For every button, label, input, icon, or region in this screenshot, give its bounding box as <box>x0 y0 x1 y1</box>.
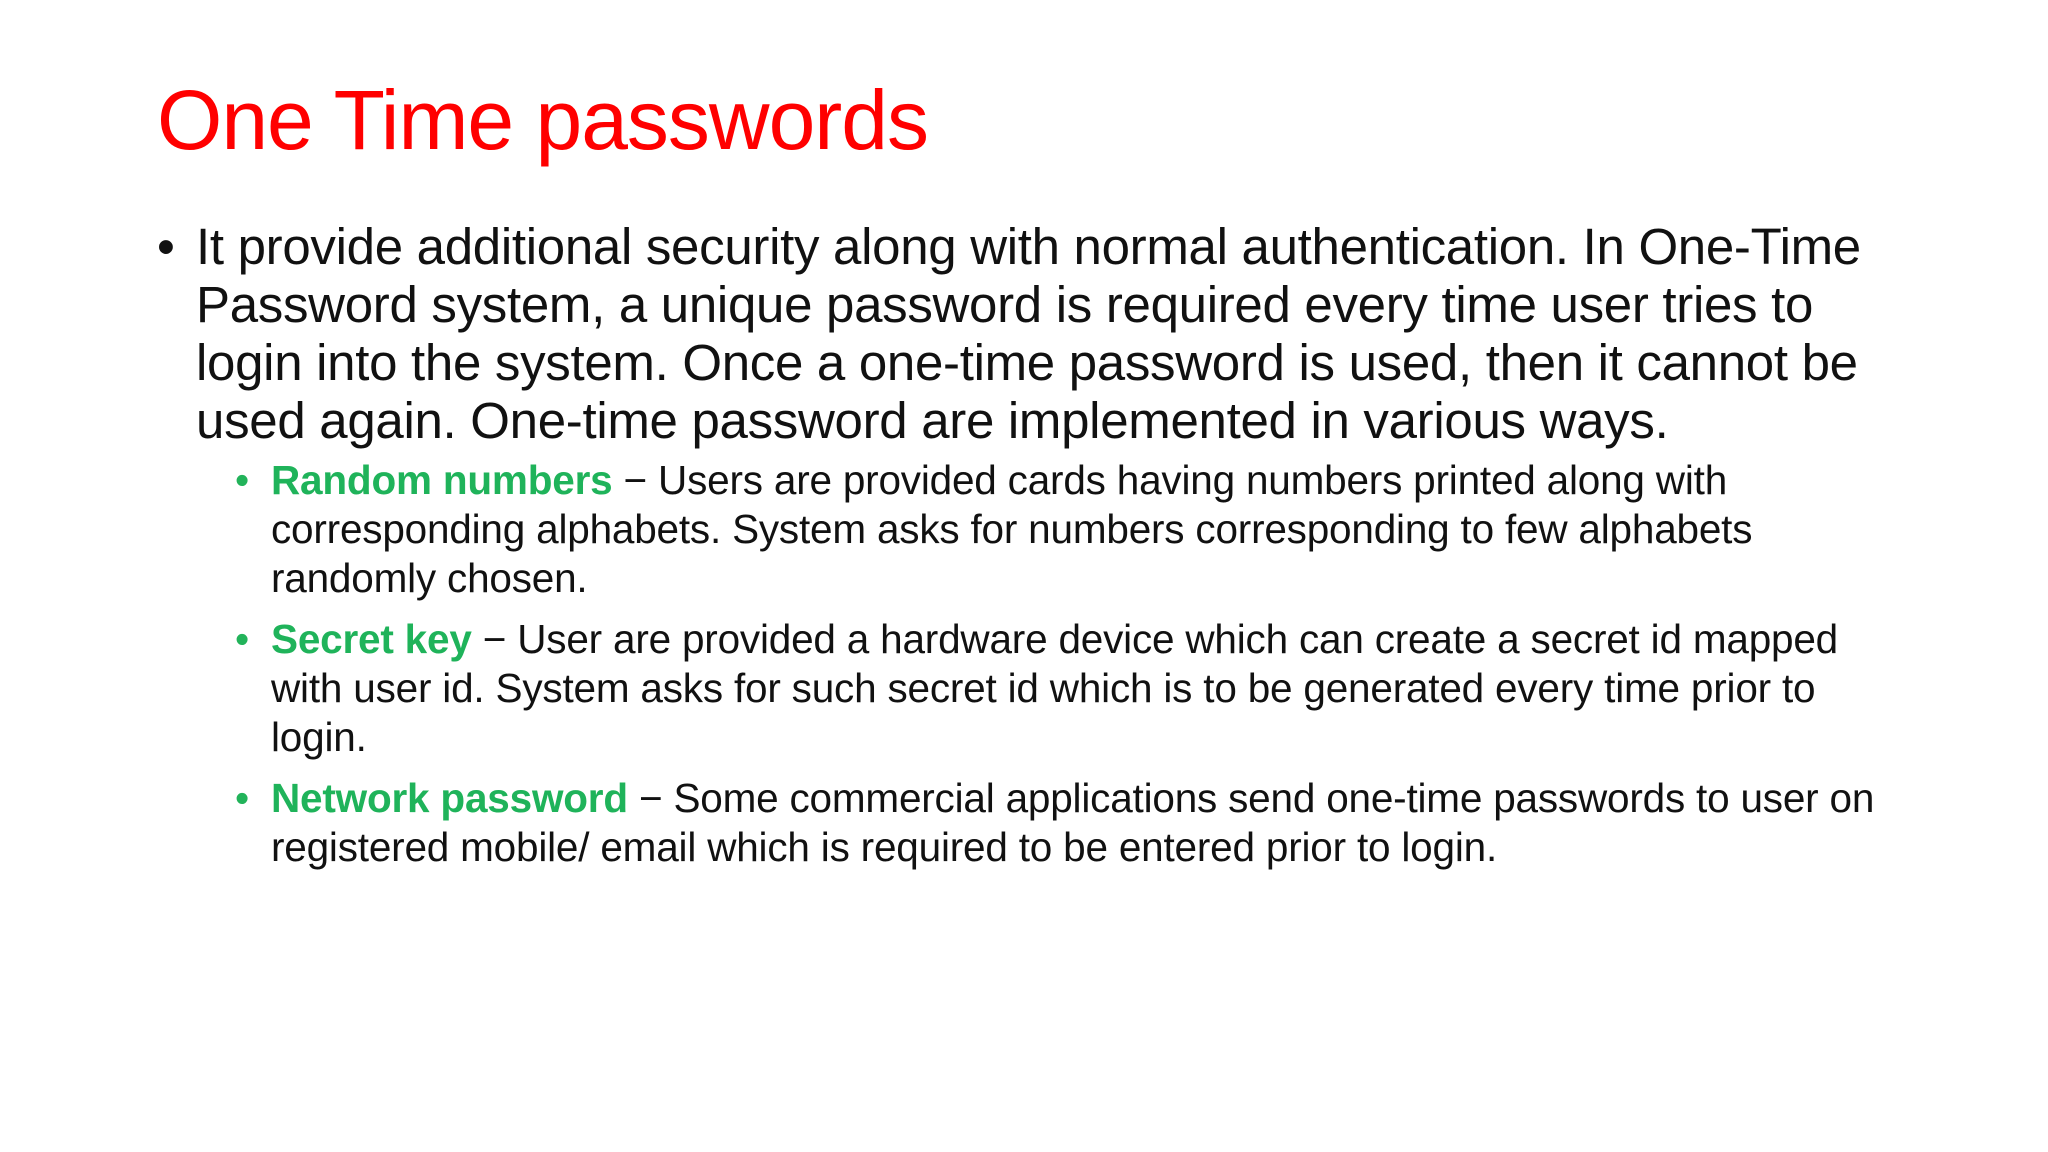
method-item-network-password <box>235 774 1907 872</box>
intro-text: It provide additional security along with normal authentication. In One-Time Password system, a unique password is required every time user tries to login into the system. Once a one-time password is used, then it cannot be used again. One-time password are implemented in various ways. <box>196 218 1861 449</box>
bullet-dot: • <box>235 457 249 503</box>
bullet-dot: • <box>157 218 175 275</box>
method-description: − Users are provided cards having numbers printed along with corresponding alphabets. System asks for numbers corresponding to few alphabets randomly chosen. <box>271 457 1753 601</box>
method-list <box>157 456 1907 872</box>
intro-bullet <box>157 218 1907 450</box>
slide-title: One Time passwords <box>157 73 928 167</box>
bullet-dot: • <box>235 616 249 662</box>
method-term: Network password <box>271 775 628 821</box>
method-description: − User are provided a hardware device which can create a secret id mapped with user id. System asks for such secret id which is to be generated every time prior to login. <box>271 616 1838 760</box>
method-item-secret-key <box>235 615 1907 762</box>
method-item-random-numbers <box>235 456 1907 603</box>
slide-content <box>157 218 1907 884</box>
method-term: Secret key <box>271 616 472 662</box>
bullet-dot: • <box>235 775 249 821</box>
method-description: − Some commercial applications send one-time passwords to user on registered mobile/ email which is required to be entered prior to login. <box>271 775 1875 870</box>
method-term: Random numbers <box>271 457 613 503</box>
